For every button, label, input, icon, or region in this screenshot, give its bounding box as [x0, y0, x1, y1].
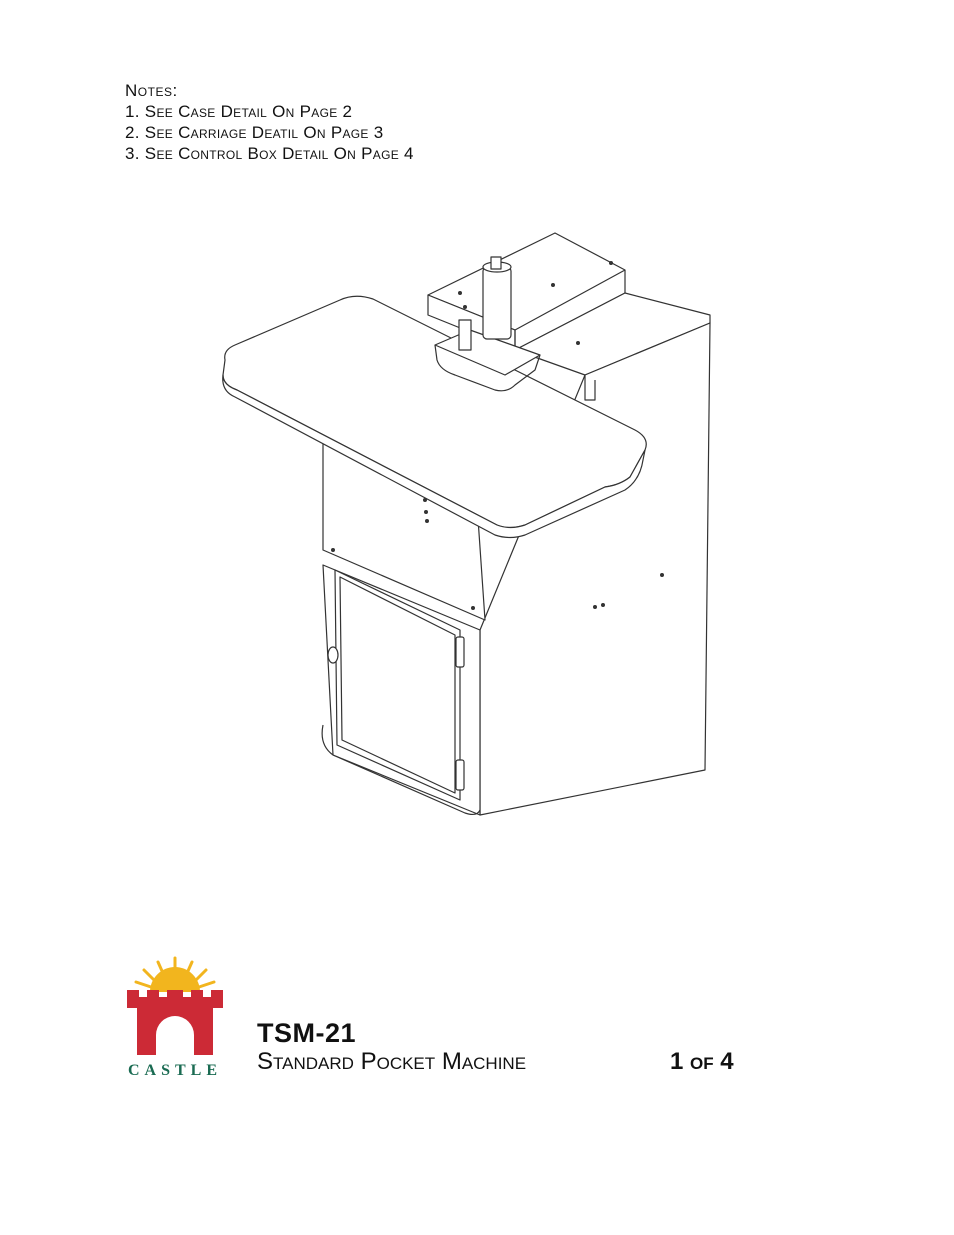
note-item-3: 3. See Control Box Detail On Page 4 — [125, 144, 414, 163]
machine-description: Standard Pocket Machine — [257, 1048, 527, 1075]
note-item-2: 2. See Carriage Deatil On Page 3 — [125, 123, 384, 142]
model-number: TSM-21 — [257, 1018, 357, 1048]
logo-text: CASTLE — [127, 1062, 223, 1079]
page-number: 1 of 4 — [670, 1048, 734, 1075]
castle-logo — [122, 950, 228, 1080]
sun — [150, 967, 200, 992]
cylinder — [483, 267, 511, 339]
notes-heading: Notes: — [125, 81, 178, 100]
castle-tower — [127, 990, 223, 1055]
notes-block — [125, 80, 414, 164]
note-item-1: 1. See Case Detail On Page 2 — [125, 102, 353, 121]
machine-drawing — [215, 225, 715, 825]
